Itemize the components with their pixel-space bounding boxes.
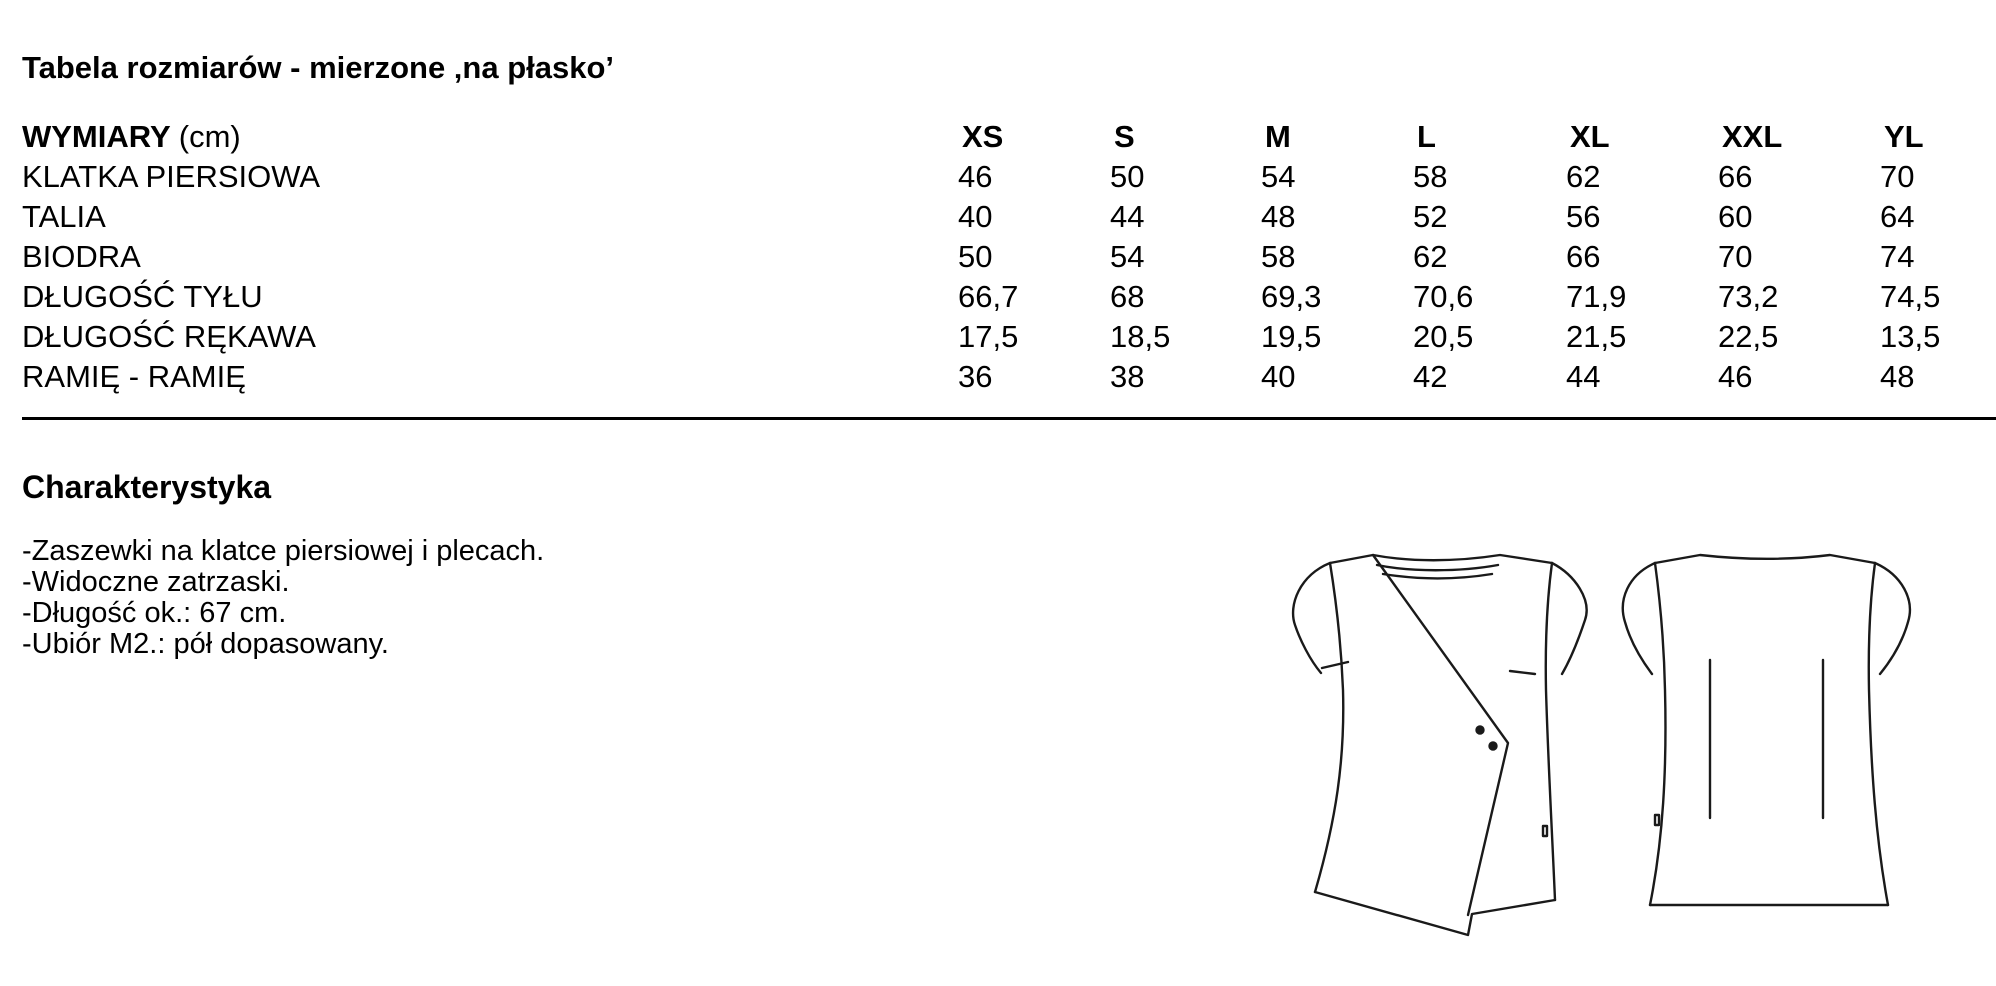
size-header-xs: XS — [962, 119, 1004, 154]
characteristics-heading: Charakterystyka — [22, 469, 272, 505]
table-cell: 18,5 — [1110, 319, 1171, 354]
table-cell: 70,6 — [1413, 279, 1474, 314]
size-header-s: S — [1114, 119, 1135, 154]
table-cell: 70 — [1880, 159, 1915, 194]
dimensions-header-unit: (cm) — [178, 119, 241, 154]
table-cell: 13,5 — [1880, 319, 1941, 354]
table-cell: 66 — [1718, 159, 1753, 194]
size-header-yl: YL — [1884, 119, 1924, 154]
table-cell: 54 — [1110, 239, 1145, 274]
characteristics-list — [22, 536, 544, 660]
table-cell: 62 — [1566, 159, 1601, 194]
row-label: BIODRA — [22, 239, 141, 274]
list-item: -Zaszewki na klatce piersiowej i plecach. — [22, 535, 545, 567]
table-row — [22, 277, 1984, 317]
dimensions-header — [22, 117, 958, 157]
size-header-xl: XL — [1570, 119, 1610, 154]
table-row — [22, 197, 1984, 237]
table-cell: 44 — [1566, 359, 1601, 394]
table-cell: 40 — [1261, 359, 1296, 394]
list-item: -Długość ok.: 67 cm. — [22, 597, 287, 629]
garment-illustration — [1285, 545, 1925, 945]
page-title: Tabela rozmiarów - mierzone ‚na płasko’ — [22, 50, 615, 85]
row-label: KLATKA PIERSIOWA — [22, 159, 321, 194]
table-cell: 22,5 — [1718, 319, 1779, 354]
section-divider — [22, 417, 1996, 420]
table-cell: 66,7 — [958, 279, 1019, 314]
table-cell: 62 — [1413, 239, 1448, 274]
table-cell: 68 — [1110, 279, 1145, 314]
size-header-xxl: XXL — [1722, 119, 1783, 154]
table-cell: 74 — [1880, 239, 1915, 274]
table-cell: 64 — [1880, 199, 1915, 234]
table-cell: 70 — [1718, 239, 1753, 274]
row-label: TALIA — [22, 199, 106, 234]
table-cell: 60 — [1718, 199, 1753, 234]
size-header-m: M — [1265, 119, 1291, 154]
table-cell: 20,5 — [1413, 319, 1474, 354]
table-cell: 56 — [1566, 199, 1601, 234]
size-table-header-row — [22, 117, 1984, 157]
table-cell: 69,3 — [1261, 279, 1322, 314]
table-cell: 54 — [1261, 159, 1296, 194]
table-cell: 46 — [1718, 359, 1753, 394]
back-view-blouse-drawing — [1623, 555, 1910, 905]
table-cell: 58 — [1413, 159, 1448, 194]
front-view-blouse-drawing — [1293, 555, 1587, 935]
table-row — [22, 237, 1984, 277]
table-cell: 40 — [958, 199, 993, 234]
table-cell: 46 — [958, 159, 993, 194]
row-label: DŁUGOŚĆ TYŁU — [22, 279, 263, 314]
list-item: -Ubiór M2.: pół dopasowany. — [22, 628, 389, 660]
table-cell: 50 — [1110, 159, 1145, 194]
table-cell: 19,5 — [1261, 319, 1322, 354]
size-table — [22, 117, 1984, 397]
table-row — [22, 357, 1984, 397]
row-label: DŁUGOŚĆ RĘKAWA — [22, 319, 316, 354]
table-cell: 66 — [1566, 239, 1601, 274]
table-cell: 38 — [1110, 359, 1145, 394]
table-cell: 58 — [1261, 239, 1296, 274]
table-cell: 42 — [1413, 359, 1448, 394]
table-cell: 36 — [958, 359, 993, 394]
table-cell: 17,5 — [958, 319, 1019, 354]
table-row — [22, 157, 1984, 197]
table-cell: 21,5 — [1566, 319, 1627, 354]
table-cell: 44 — [1110, 199, 1145, 234]
table-cell: 48 — [1880, 359, 1915, 394]
list-item: -Widoczne zatrzaski. — [22, 566, 290, 598]
table-cell: 73,2 — [1718, 279, 1779, 314]
dimensions-header-label: WYMIARY — [22, 119, 171, 154]
table-cell: 71,9 — [1566, 279, 1627, 314]
size-header-l: L — [1417, 119, 1436, 154]
table-cell: 52 — [1413, 199, 1448, 234]
table-cell: 50 — [958, 239, 993, 274]
table-row — [22, 317, 1984, 357]
table-cell: 74,5 — [1880, 279, 1941, 314]
table-cell: 48 — [1261, 199, 1296, 234]
row-label: RAMIĘ - RAMIĘ — [22, 359, 246, 394]
